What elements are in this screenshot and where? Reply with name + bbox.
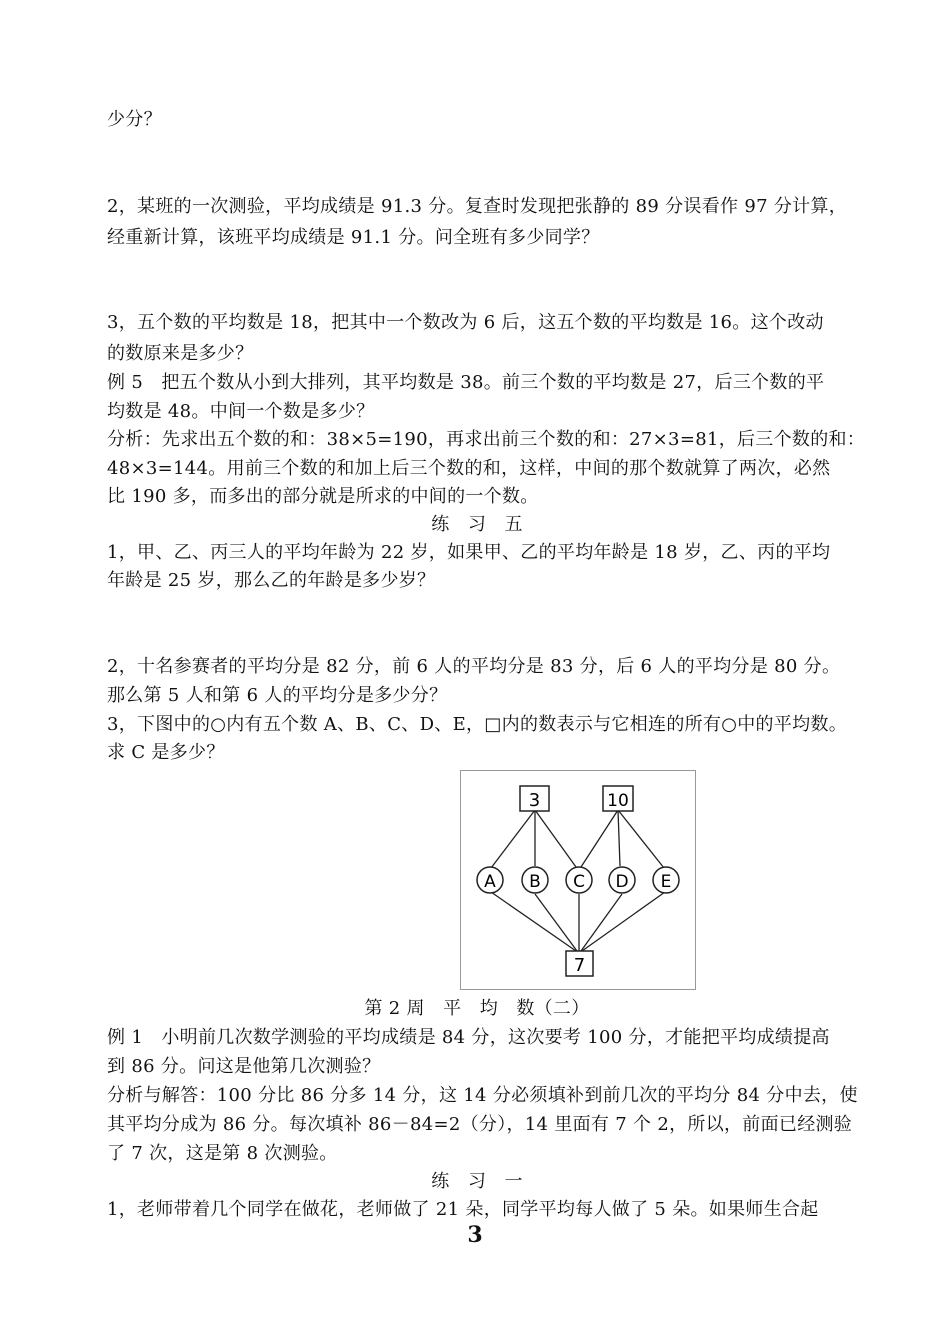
text-line: 那么第 5 人和第 6 人的平均分是多少分？ [107, 685, 448, 706]
text-line: 的数原来是多少？ [107, 343, 254, 364]
connector-line [581, 894, 622, 951]
connector-line [535, 810, 576, 867]
section-heading: 练 习 一 [431, 1171, 523, 1192]
circle-d-label: D [615, 872, 629, 892]
text-line: 经重新计算，该班平均成绩是 91.1 分。问全班有多少同学？ [107, 227, 600, 248]
top-box-3-label: 3 [528, 790, 541, 811]
text-line: 年龄是 25 岁，那么乙的年龄是多少岁？ [107, 570, 436, 591]
text-line: 1，老师带着几个同学在做花，老师做了 21 朵，同学平均每人做了 5 朵。如果师生合起 [107, 1199, 819, 1220]
connector-line [618, 810, 664, 868]
bottom-box-7-label: 7 [573, 955, 586, 976]
text-line: 少分？ [107, 109, 162, 130]
text-line: 到 86 分。问这是他第几次测验？ [107, 1056, 381, 1077]
text-line: 分析与解答：100 分比 86 分多 14 分，这 14 分必须填补到前几次的平均分 84 分中去，使 [107, 1085, 858, 1106]
page-number: 3 [467, 1222, 483, 1248]
connector-line [491, 810, 535, 868]
text-line: 例 5 把五个数从小到大排列，其平均数是 38。前三个数的平均数是 27，后三个数的平 [107, 372, 825, 393]
text-line: 分析：先求出五个数的和：38×5=190，再求出前三个数的和：27×3=81，后三个数的和： [107, 429, 866, 450]
text-line: 均数是 48。中间一个数是多少？ [107, 401, 375, 422]
section-heading: 第 2 周 平 均 数（二） [364, 998, 590, 1019]
text-line: 48×3=144。用前三个数的和加上后三个数的和，这样，中间的那个数就算了两次，必然 [107, 458, 831, 479]
text-line: 了 7 次，这是第 8 次测验。 [107, 1143, 338, 1164]
circle-e-label: E [660, 872, 672, 892]
diagram-svg [461, 771, 695, 989]
connector-line [582, 892, 665, 951]
circle-a-label: A [484, 872, 496, 892]
connector-line [535, 894, 577, 951]
connector-line [618, 810, 620, 866]
average-diagram [460, 770, 696, 990]
text-line: 例 1 小明前几次数学测验的平均成绩是 84 分，这次要考 100 分，才能把平均成绩提高 [107, 1027, 830, 1048]
circle-b-label: B [529, 872, 541, 892]
text-line: 求 C 是多少？ [107, 742, 225, 763]
text-line: 2，十名参赛者的平均分是 82 分，前 6 人的平均分是 83 分，后 6 人的平均分是 80 分。 [107, 656, 841, 677]
text-line: 1，甲、乙、丙三人的平均年龄为 22 岁，如果甲、乙的平均年龄是 18 岁，乙、丙的平均 [107, 542, 831, 563]
top-box-10-label: 10 [607, 791, 629, 811]
section-heading: 练 习 五 [431, 514, 523, 535]
text-line: 3，下图中的○内有五个数 A、B、C、D、E，□内的数表示与它相连的所有○中的平均数。 [107, 714, 848, 735]
text-line: 其平均分成为 86 分。每次填补 86－84=2（分），14 里面有 7 个 2，所以，前面已经测验 [107, 1114, 853, 1135]
text-line: 2，某班的一次测验，平均成绩是 91.3 分。复查时发现把张静的 89 分误看作 97 分计算， [107, 196, 848, 217]
text-line: 比 190 多，而多出的部分就是所求的中间的一个数。 [107, 486, 539, 507]
text-line: 3，五个数的平均数是 18，把其中一个数改为 6 后，这五个数的平均数是 16。这个改动 [107, 312, 824, 333]
circle-c-label: C [573, 872, 585, 892]
connector-line [491, 892, 576, 951]
connector-line [581, 810, 618, 867]
